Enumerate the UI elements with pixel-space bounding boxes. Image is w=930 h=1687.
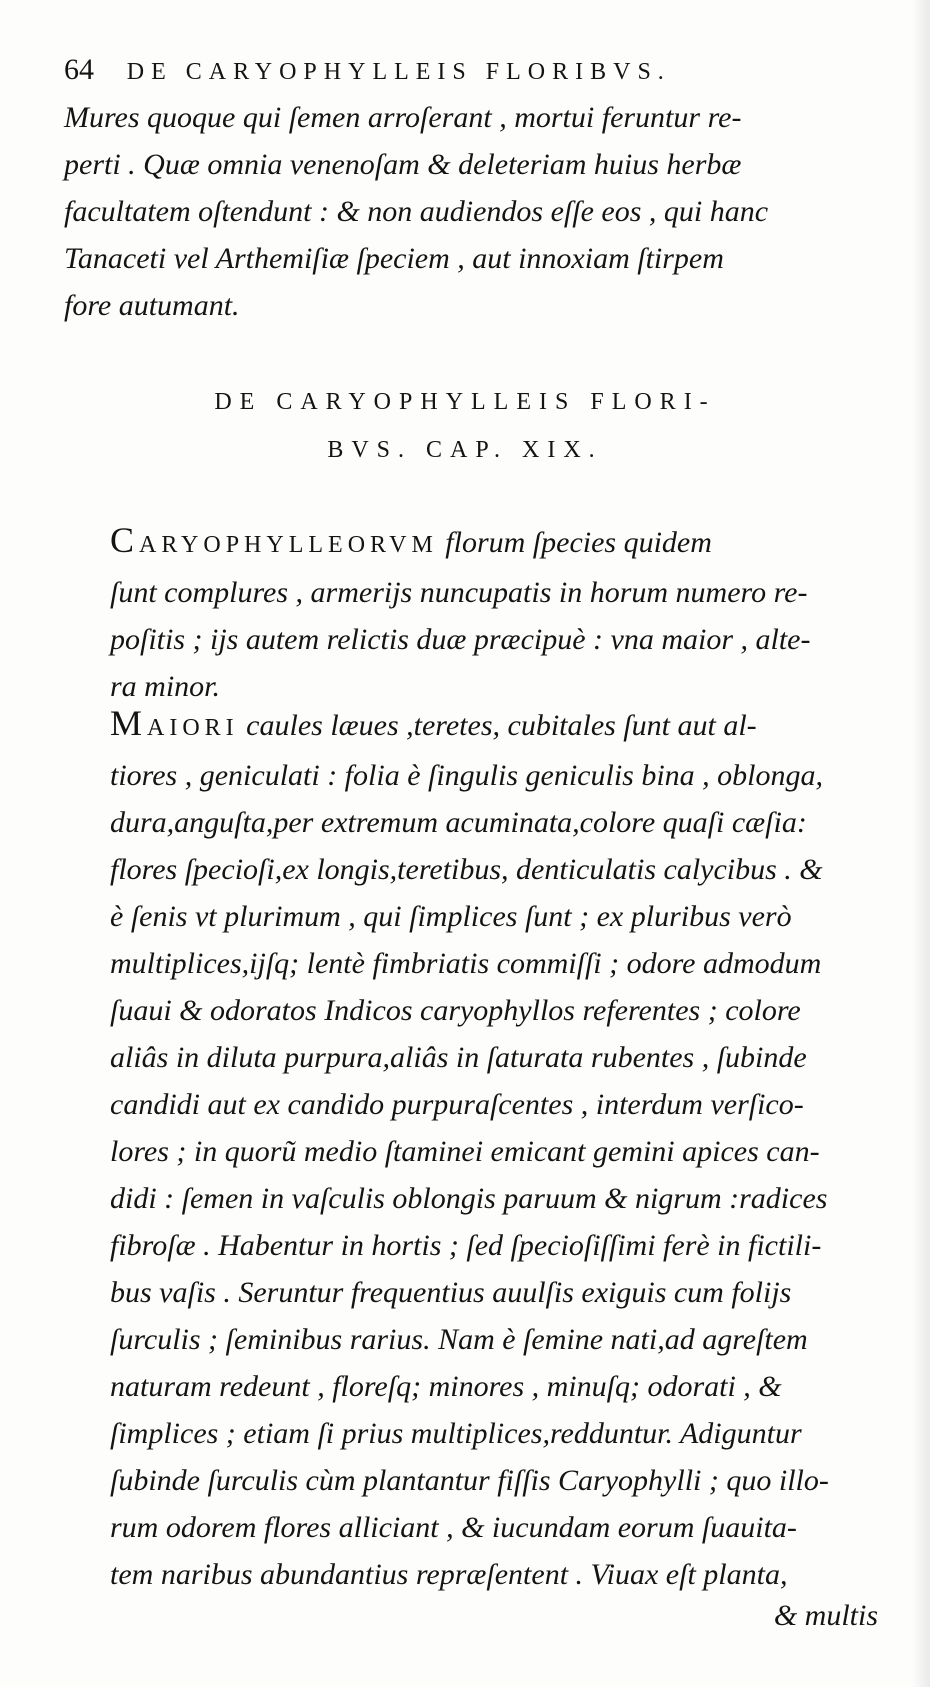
text-line xyxy=(64,517,884,569)
paragraph-description-maior xyxy=(64,700,884,1598)
text-line: perti . Quæ omnia venenoſam & deleteriam huius herbæ xyxy=(64,148,742,181)
chapter-heading-line-1: DE CARYOPHYLLEIS FLORI- xyxy=(214,389,716,415)
page-edge-shadow xyxy=(912,0,930,1687)
paragraph-lead-word xyxy=(110,703,239,743)
paragraph-introduction xyxy=(64,517,884,710)
text-line: facultatem oſtendunt : & non audiendos eſſe eos , qui hanc xyxy=(64,195,769,228)
text-line: aliâs in diluta purpura,aliâs in ſaturata rubentes , ſubinde xyxy=(110,1041,807,1074)
paragraph-lead-word xyxy=(110,520,438,560)
text-line: Mures quoque qui ſemen arroſerant , mortui feruntur re- xyxy=(64,101,742,134)
text-line: ra minor. xyxy=(110,670,221,703)
catchword: & multis xyxy=(773,1599,878,1632)
running-title: DE CARYOPHYLLEIS FLORIBVS. xyxy=(126,59,671,85)
text-line: è ſenis vt plurimum , qui ſimplices ſunt ; ex pluribus verò xyxy=(110,900,792,933)
text-line: naturam redeunt , floreſq; minores , minuſq; odorati , & xyxy=(110,1370,782,1403)
text-line: didi : ſemen in vaſculis oblongis paruum & nigrum :radices xyxy=(110,1182,828,1215)
text-line-rest: florum ſpecies quidem xyxy=(445,526,712,559)
text-line: fibroſæ . Habentur in hortis ; ſed ſpecioſiſſimi ferè in fictili- xyxy=(110,1229,822,1262)
text-line: tem naribus abundantius repræſentent . Viuax eſt planta, xyxy=(110,1558,788,1591)
lead-rest: ARYOPHYLLEORVM xyxy=(139,532,438,558)
chapter-heading xyxy=(0,378,930,474)
text-line: multiplices,ijſq; lentè fimbriatis commiſſi ; odore admodum xyxy=(110,947,822,980)
text-line: flores ſpecioſi,ex longis,teretibus, denticulatis calycibus . & xyxy=(110,853,823,886)
text-line: ſunt complures , armerijs nuncupatis in horum numero re- xyxy=(110,576,808,609)
page-number: 64 xyxy=(64,53,94,86)
paragraph-previous-chapter-ending xyxy=(64,94,884,329)
text-line: tiores , geniculati : folia è ſingulis geniculis bina , oblonga, xyxy=(110,759,823,792)
lead-initial: C xyxy=(110,520,140,560)
text-line: ſubinde ſurculis cùm plantantur fiſſis Caryophylli ; quo illo- xyxy=(110,1464,829,1497)
text-line: candidi aut ex candido purpuraſcentes , interdum verſico- xyxy=(110,1088,804,1121)
lead-rest: AIORI xyxy=(147,715,239,741)
text-line: fore autumant. xyxy=(64,289,240,322)
text-line: dura,anguſta,per extremum acuminata,colore quaſi cæſia: xyxy=(110,806,807,839)
text-line: Tanaceti vel Arthemiſiæ ſpeciem , aut innoxiam ſtirpem xyxy=(64,242,724,275)
text-line: bus vaſis . Seruntur frequentius auulſis exiguis cum folijs xyxy=(110,1276,792,1309)
text-line: lores ; in quorũ medio ſtaminei emicant gemini apices can- xyxy=(110,1135,820,1168)
chapter-heading-line-2: BVS. CAP. XIX. xyxy=(327,437,603,463)
text-line: poſitis ; ijs autem relictis duæ præcipuè : vna maior , alte- xyxy=(110,623,811,656)
running-head xyxy=(64,52,844,90)
text-line: ſimplices ; etiam ſi prius multiplices,redduntur. Adiguntur xyxy=(110,1417,802,1450)
text-line: ſuaui & odoratos Indicos caryophyllos referentes ; colore xyxy=(110,994,801,1027)
lead-initial: M xyxy=(110,703,148,743)
text-line xyxy=(64,700,884,752)
text-line: rum odorem flores alliciant , & iucundam eorum ſuauita- xyxy=(110,1511,797,1544)
text-line-rest: caules læues ,teretes, cubitales ſunt aut al- xyxy=(246,709,757,742)
text-line: ſurculis ; ſeminibus rarius. Nam è ſemine nati,ad agreſtem xyxy=(110,1323,808,1356)
